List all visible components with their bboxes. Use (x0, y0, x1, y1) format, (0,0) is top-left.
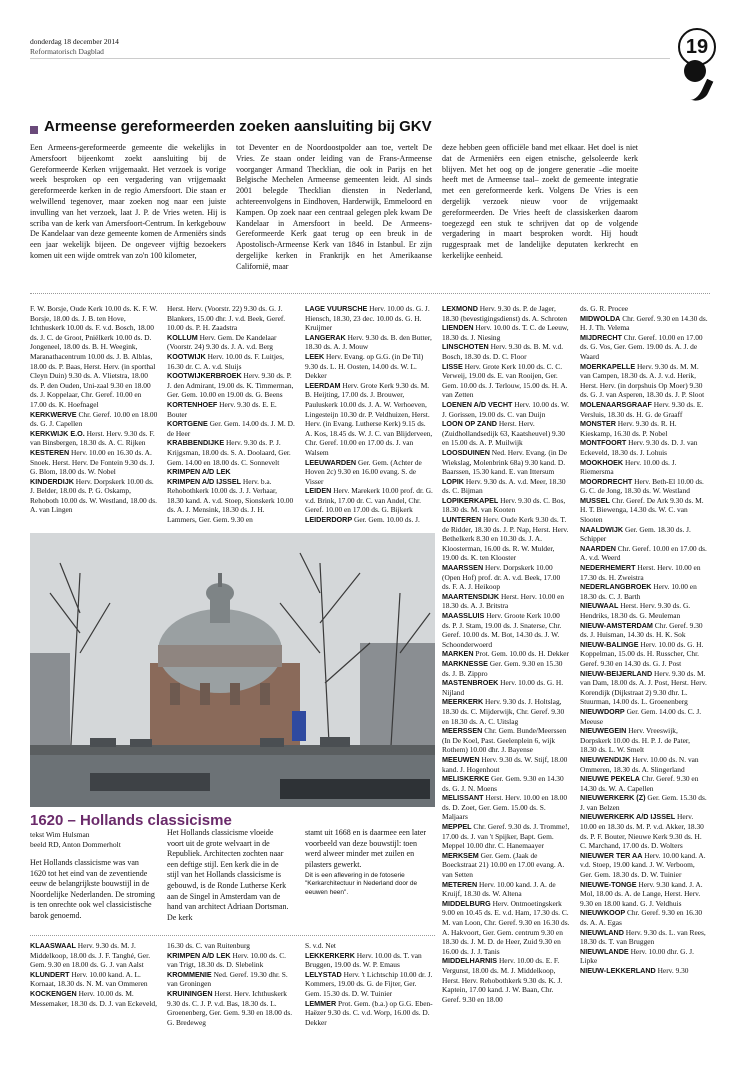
listing-place: LOPIKERKAPEL (442, 495, 499, 505)
listing-place: KORTENHOEF (167, 399, 218, 409)
listing-entry (30, 410, 158, 429)
church-photo (30, 533, 435, 807)
listing-place: LOON OP ZAND (442, 419, 497, 429)
headline-square-icon (30, 126, 38, 134)
listing-place: NEDERLANGBROEK (580, 582, 652, 592)
listing-entry (580, 496, 708, 525)
listing-entry (442, 496, 570, 515)
listing-entry (167, 970, 295, 989)
article-column-1: Een Armeens-gereformeerde gemeente die wekelijks in Amersfoort bijeenkomt zoekt aansluiting bij de Gereformeerde Kerken vrijgemaakt. Het verzoek is vorige week besproken op een vergadering van vrijgemaakt gereformeerde kerken in de regio Amersfoort. Die staan er welwillend tegenover, maar zoeken nog naar een juiste invulling van het verzoek, laat J. P. de Vries weten. Hij is scriba van de kerk van Amersfoort-Centrum. In kerkgebouw De Kandelaar van deze gemeente komen de Armeniërs sinds een jaar wekelijk bijeen. De ongeveer vijftig bezoekers komen uit een wijde omtrek van zo'n 100 kilometer, (30, 143, 226, 260)
listing-entry (305, 458, 433, 487)
listing-text: Herv. Beth-El 10.00 ds. G. C. de Jong, 18.30 ds. W. Westland (580, 476, 704, 496)
listing-entry (580, 544, 708, 563)
listing-entry (167, 371, 295, 400)
listing-text: Herv. 9.30 ds. A. v.d. Meer, 18.30 ds. C. Bijman (442, 476, 566, 496)
listing-text: Herv. 10.00 kand. A. L. Kornaat, 18.30 ds. N. M. van Ommeren (30, 969, 148, 989)
listing-place: MAARSSEN (442, 563, 484, 573)
listing-text: Herv. 10.00 ds. G. H. Nijland (442, 678, 564, 697)
listing-entry (580, 640, 708, 669)
listing-text: Herv. 10.00 en 18.30 ds. C. J. Barth (580, 582, 697, 601)
listing-place: KOOTWIJK (167, 351, 206, 361)
caption-column-3: stamt uit 1668 en is daarmee een later voorbeeld van deze bouwstijl: toen werd alweer minder met zuilen en pilasters gewerkt. (305, 828, 427, 869)
listing-place: LEMMER (305, 998, 337, 1008)
listing-place: LEERDAM (305, 380, 341, 390)
listing-text: Herst. Herv. (Zuidhollandsedijk 63, Kaatsheuvel) 9.30 en 15.00 ds. A. P. Muilwijk (442, 419, 565, 448)
listing-text: Ger. Gem. 10.00 ds. J. (353, 515, 420, 525)
listing-place: MOORDRECHT (580, 476, 633, 486)
listing-text: Herv. 10.00 ds. J. Riemersma (580, 457, 677, 477)
listing-entry (580, 726, 708, 755)
listing-entry (305, 333, 433, 352)
listing-text: Herv. 10.00 en 16.30 ds. A. Snoek. Herst. Herv. De Fontein 9.30 ds. J. G. Blom, 18.00 ds. W. Nobel (30, 447, 155, 477)
listing-place: NIEUWAAL (580, 601, 619, 611)
listing-entry (442, 649, 570, 659)
listing-text: Herst. Herv. (Voorstr. 22) 9.30 ds. G. J. Blankers, 15.00 dhr. J. v.d. Beek, Geref. 10.00 ds. P. H. Zaadstra (167, 304, 286, 333)
listing-entry (30, 448, 158, 477)
listing-place: MERKSEM (442, 850, 479, 860)
listing-place: NIEUWERKERK (Z) (580, 793, 646, 803)
listing-text: Ger. Gem. (Achter de Hoven 2c) 9.30 en 16.00 evang. S. de Visser (305, 457, 422, 486)
listing-text: Herv. 10.00 ds. G. H. Koppelman, 15.00 ds. H. Russcher, Chr. Geref. 9.30 en 14.30 ds. G. J. Post (580, 639, 704, 668)
listing-entry (442, 726, 570, 755)
listing-text: Herv. 9.30 ds. B. den Butter, 18.30 ds. A. J. Mouw (305, 332, 432, 352)
listing-place: KESTEREN (30, 447, 70, 457)
listing-place: NIEUWERKERK A/D IJSSEL (580, 812, 676, 822)
listing-entry (580, 525, 708, 544)
listing-text: Herv. 9.30 ds. P. J. den Admirant, 19.00 ds. K. Timmerman, Ger. Gem. 10.00 en 19.00 ds. G. Beens (167, 371, 294, 400)
listing-text: Herv. Grote Kerk 10.00 ds. C. C. Verweij, 19.00 ds. E. van Rooijen, Ger. Gem. 10.00 ds. J. Terlouw, 15.00 ds. H. A. van Zetten (442, 361, 568, 400)
listing-entry (167, 989, 295, 1027)
listing-text: 16.30 ds. C. van Ruitenburg (167, 941, 251, 950)
divider (30, 58, 670, 59)
listing-text: Ger. Gem. 9.30 en 15.30 ds. J. B. Zippro (442, 658, 563, 678)
listing-text: Chr. Geref. 9.30 ds. J. Huisman, 14.30 ds. H. K. Sok (580, 620, 703, 640)
listing-text: Herv. 10.00 kand. J. A. de Kruijf, 18.30 ds. W. Altena (442, 879, 556, 899)
caption-column-1: Het Hollands classicisme was van 1620 tot het eind van de zeventiende eeuw de belangrijkste bouwstijl in de Noordelijke Nederlanden. De stroming is ten onrechte ook wel classicistische barok genoemd. (30, 858, 155, 920)
listing-place: NIEUWEGEIN (580, 726, 627, 736)
listing-entry (580, 707, 708, 726)
listing-text: Prot. Gem. (b.a.) op G.G. Eben-Haëzer 9.30 ds. C. v.d. Worp, 16.00 ds. D. Dekker (305, 998, 433, 1027)
listing-text: Herv. 9.30 kand. J. A. Mol, 18.00 ds. A. de Lange, Herst. Herv. 9.30 en 18.00 kand. G. J. Veldhuis (580, 879, 703, 908)
credit-photo: beeld RD, Anton Dommerholt (30, 839, 121, 849)
listing-place: MIJDRECHT (580, 332, 622, 342)
page-number: 19 (678, 28, 716, 66)
masthead-date: donderdag 18 december 2014 (30, 37, 119, 46)
listing-entry (580, 419, 708, 438)
listing-place: NIEUWLAND (580, 927, 624, 937)
listing-place: NIEUWDORP (580, 706, 625, 716)
listing-entry (580, 669, 708, 707)
listing-place: MONTFOORT (580, 438, 627, 448)
listing-column-1 (30, 304, 158, 530)
listing-entry (580, 314, 708, 333)
listing-place: MAASSLUIS (442, 611, 485, 620)
listing-text: Ger. Gem. 14.00 ds. C. J. Meeuse (580, 706, 702, 726)
listing-entry (167, 304, 295, 333)
listing-entry (30, 941, 158, 970)
listing-place: MOLENAARSGRAAF (580, 399, 652, 409)
listing-text: Herst. Herv. 10.00 en 18.30 ds. A. J. Britstra (442, 591, 565, 611)
listing-entry (580, 400, 708, 419)
listing-place: MOOKHOEK (580, 457, 624, 467)
listing-place: LEXMOND (442, 304, 478, 313)
listing-entry (442, 304, 570, 323)
listing-entry (580, 362, 708, 400)
listing-text: Herv. Dorpskerk 10.00 ds. J. Belder, 18.00 ds. P. G. Oskamp, Rehoboth 10.00 ds. W. Westland, 18.00 ds. A. van Lingen (30, 476, 157, 515)
listing-text: Herst. Herv. 10.00 en 17.30 ds. H. Zweistra (580, 563, 701, 582)
listing-place: LEKKERKERK (305, 950, 355, 960)
listing-text: Herv. 9.30 ds. B. M. v.d. Bosch, 18.30 ds. D. C. Floor (442, 342, 564, 361)
listing-entry (442, 611, 570, 649)
listing-entry (442, 899, 570, 957)
listing-place: NIEUWE PEKELA (580, 774, 640, 784)
listing-text: Herv. 10.00 ds. N. van Ommeren, 18.30 ds. A. Slingerland (580, 754, 699, 774)
listing-place: NIEUW-BALINGE (580, 639, 639, 649)
article-column-2: tot Deventer en de Noordoostpolder aan toe, vertelt De Vries. Ze staan onder leiding van de Frans-Armeense voorganger Armand Thecklian, die ook in Parijs en het Belgische Mechelen Armeense gemeenten leidt. Al sinds 2001 belegde Thecklian diensten in Nederland, achtereenvolgens in Eindhoven, Harderwijk, Emmeloord en Kampen. Op zoek naar een centraal gelegen plek kwam De Kandelaar in Amersfoort in beeld. De Armeens-Gereformeerde Kerk gaat terug op een breuk in de Apostolisch-Armeense Kerk van 1846 in Istanbul. Er zijn dergelijke kerken in Frankrijk en het Amerikaanse Californië, maar (236, 143, 432, 271)
listing-text: Ger. Gem. 18.30 ds. J. Schipper (580, 524, 691, 544)
listing-entry (305, 486, 433, 515)
photo-credits (30, 830, 121, 849)
listing-text: Herv. 10.00 dhr. G. J. Lipke (580, 946, 694, 966)
listing-text: Herv. 10.00 ds. T. C. de Leeuw, 18.30 ds. J. Niesing (442, 323, 569, 342)
listing-entry (305, 941, 433, 951)
listing-text: Chr. Geref. 10.00 en 18.00 ds. G. J. Capellen (30, 409, 158, 429)
listing-place: MOERKAPELLE (580, 361, 636, 371)
listing-place: KRIMPEN A/D LEK (167, 950, 231, 960)
listing-entry (167, 951, 295, 970)
listing-column-4 (442, 304, 570, 1048)
listing-text: Herv. 9.30 ds. E. Versluis, 18.30 ds. H. G. de Graaff (580, 399, 704, 419)
listing-text: F. W. Borsje, Oude Kerk 10.00 ds. K. F. W. Borsje, 18.00 ds. J. B. ten Hove, Ichthuskerk 10.00 ds. F. v.d. Bosch, 18.00 ds. J. C. de Groot, Pniëlkerk 10.00 ds. D. Jongeneel, 18.00 ds. B. H. Weegink, Maranathacentrum 10.00 ds. J. B. Alblas, 18.00 ds. P. Baas, Herst. Herv. (in sporthal Cleyn Duin) 9.30 ds. A. Vlietstra, 18.00 ds. P. den Ouden, Uni-zaal 9.30 en 18.00 ds. J. Koppelaar, Chr. Geref. 10.00 en 17.00 ds. K. Hoefnagel (30, 304, 158, 409)
listing-entry (167, 333, 295, 352)
listing-text: Ned. Herv. Evang. (in De Wiekslag, Molenbrink 68a) 9.30 kand. D. Baarssen, 15.30 kand. E. van Ittersum (442, 447, 568, 477)
listing-text: Herv. Grote Kerk 9.30 ds. M. B. Heijting, 17.00 ds. J. Brouwer, Pauluskerk 10.00 ds. J. A. W. Verhoeven, Lingesteijn 10.30 dr. P. Veldhuizen, Herst. Herv. (in Evang. Lutherse Kerk) 9.15 ds. A. Kos, 18.45 ds. W. J. C. van Blijderveen, Chr. Geref. 10.00 en 17.00 ds. J. van Walsem (305, 380, 433, 457)
listing-text: Chr. Geref. De Ark 9.30 ds. M. H. T. Biewenga, 14.30 ds. W. C. van Slooten (580, 495, 704, 525)
listing-place: MELISSANT (442, 793, 484, 803)
listing-entry (442, 659, 570, 678)
listing-entry (442, 678, 570, 697)
listing-text: Ned. Geref. 19.30 dhr. S. van Groningen (167, 969, 288, 989)
listing-text: Herst. Herv. Ichthuskerk 9.30 ds. C. J. P. v.d. Bas, 18.30 ds. L. Groenenberg, Ger. Gem. 9.30 en 18.00 ds. G. Bredeweg (167, 988, 293, 1027)
listing-entry (30, 970, 158, 989)
listing-text: Herv. 9.30 ds. J. Holtslag, 18.30 ds. C. Mijderwijk, Chr. Geref. 9.30 en 18.30 ds. A. C. Uitslag (442, 697, 565, 726)
listing-text: Herv. b.a. Rehobothkerk 10.00 ds. J. J. Verhaar, 18.30 kand. A. v.d. Stoep, Sionskerk 10.00 ds. A. J. Mensink, 18.30 ds. J. H. Lammers, Ger. Gem. 9.30 en (167, 476, 294, 525)
listing-text: Herv. Evang. op G.G. (in De Til) 9.30 ds. L. H. Oosten, 14.00 ds. W. L. Dekker (305, 351, 424, 381)
listing-text: Chr. Geref. 9.30 en 16.30 ds. A. A. Egas (580, 908, 703, 927)
listing-text: Chr. Geref. 10.00 en 17.00 ds. A. v.d. Weerd (580, 543, 707, 563)
listing-text: Herst. Herv. 10.00 en 18.00 ds. D. Zoet, Ger. Gem. 15.00 ds. S. Maljaars (442, 793, 568, 822)
photo-caption-title: 1620 – Hollands classicisme (30, 812, 232, 829)
listing-text: Herv. Gem. De Kandelaar (Voorstr. 24) 9.30 ds. J. A. v.d. Berg (167, 332, 277, 352)
listing-text: Chr. Gem. Bunde/Meerssen (In De Koel, Past. Geelenplein 6, wijk Rothem) 10.00 dhr. J. Bayense (442, 726, 567, 755)
listing-entry (580, 621, 708, 640)
listing-text: Ger. Gem. (Jaak de Boeckstraat 21) 10.00 en 17.00 evang. A. van Setten (442, 850, 565, 880)
listing-place: KORTGENE (167, 419, 208, 429)
listing-place: KOOTWIJKERBROEK (167, 371, 242, 381)
listing-entry (30, 989, 158, 1008)
article-column-3: deze hebben geen officiële band met elkaar. Het doel is niet dat de Armeniërs een eigen etnische, gelsoleerde kerk blijven. Met het oog op de jongere generatie –die moeite heeft met de Armeense taal– zoekt de gemeente integratie met een gereformeerde kerk. Volgens De Vries is een dergelijk verzoek nieuw voor de vrijgemaakt gereformeerden. De Vries heeft de classiskerken daarom toegezegd een stuk te schrijven dat op de volgende vergadering in maart besproken wordt. Hij houdt ruggespraak met de landelijke deputaten kerkrecht en kerkelijke eenheid. (442, 143, 638, 260)
listing-text: Herv. 10.00 ds. C. van Trigt, 18.30 ds. D. Slebelink (167, 950, 286, 970)
listing-place: MIDDELHARNIS (442, 956, 498, 966)
listing-entry (580, 774, 708, 793)
caption-column-2: Het Hollands classicisme vloeide voort uit de grote welvaart in de Republiek. Architecten zochten naar een deftige stijl. Een kerk die in de stijl van het Hollands classicisme is gebouwd, is de Ronde Lutherse Kerk aan de Singel in Amsterdam van de hand van architect Adriaan Dortsman. De kerk (167, 828, 289, 922)
listing-entry (580, 812, 708, 850)
listing-entry (580, 966, 708, 976)
listing-entry (167, 400, 295, 419)
listing-place: MIDDELBURG (442, 898, 491, 908)
listing-place: LANGERAK (305, 332, 346, 342)
listing-place: KERKWERVE (30, 409, 77, 419)
listing-entry (442, 362, 570, 400)
listing-text: Herv. 9.30 ds. P. de Jager, 18.30 (bevestigingsdienst) ds. A. Schroten (442, 304, 568, 323)
listing-place: KRIMPEN A/D LEK (167, 467, 231, 477)
listing-entry (442, 793, 570, 822)
listing-text: Herv. 9.30 (657, 965, 689, 975)
listing-entry (442, 563, 570, 592)
listing-place: NEDERHEMERT (580, 563, 636, 573)
listing-entry (442, 400, 570, 419)
section-divider-bottom (30, 935, 435, 936)
listing-text: Herv. Ontmoetingskerk 9.00 en 10.45 ds. E. v.d. Ham, 17.30 ds. C. M. van Loon, Chr. Geref. 9.30 en 16.30 ds. A. Hakvoort, Ger. Gem. centrum 9.30 en 18.30 ds. J. M. D. de Heer, Zuid 9.30 en 16.00 ds. J. J. Tanis (442, 898, 570, 956)
listing-column-3 (305, 304, 433, 530)
listing-entry (580, 928, 708, 947)
listing-text: Herv. 9.30 ds. E. E. Bouter (167, 399, 277, 419)
listing-entry (442, 880, 570, 899)
listing-entry (167, 352, 295, 371)
listing-place: KLAASWAAL (30, 941, 76, 950)
listing-place: MARKEN (442, 649, 474, 659)
section-divider (30, 293, 710, 294)
listing-place: LINSCHOTEN (442, 342, 489, 352)
listing-entry (442, 822, 570, 851)
listing-place: NIEUWENDIJK (580, 754, 631, 764)
article-headline: Armeense gereformeerden zoeken aansluiting bij GKV (44, 118, 432, 135)
listing-text: Chr. Geref. 9.30 en 14.30 ds. W. A. Capellen (580, 774, 699, 793)
series-note: Dit is een aflevering in de fotoserie "Kerkarchitectuur in Nederland door de eeuwen heen". (305, 872, 418, 896)
listing-entry (167, 438, 295, 467)
listing-entry (305, 352, 433, 381)
listing-entry (30, 477, 158, 515)
listing-place: KRIMPEN A/D IJSSEL (167, 476, 242, 486)
listing-place: KOLLUM (167, 332, 198, 342)
listing-entry (30, 429, 158, 448)
listing-text: Herv. 10.00 ds. W. J. Gorissen, 19.00 ds. C. van Duijn (442, 399, 570, 419)
listing-place: NIEUWLANDE (580, 946, 629, 956)
listing-place: KRUININGEN (167, 988, 213, 998)
listing-text: Herv. 9.30 ds. P. J. Krijgsman, 18.00 ds. S. A. Doolaard, Ger. Gem. 14.00 en 18.00 ds. C. Sonnevelt (167, 438, 291, 467)
listing-text: Herst. Herv. 9.30 ds. F. van Binsbergen, 18.30 ds. A. C. Rijken (30, 428, 155, 448)
listing-text: Herv. 10.00 ds. F. Luitjes, 16.30 dr. C. A. v.d. Sluijs (167, 351, 284, 371)
listing-entry (580, 908, 708, 927)
listing-text: Herv. Marekerk 10.00 prof. dr. G. v.d. Brink, 17.00 dr. C. van Andel, Chr. Geref. 10.00 en 17.00 ds. G. Bijkerk (305, 486, 433, 515)
listing-entry (442, 448, 570, 477)
listing-place: KINDERDIJK (30, 476, 74, 486)
listing-entry (580, 793, 708, 812)
listing-place: LEIDERDORP (305, 515, 353, 525)
listing-column-5 (580, 304, 708, 1048)
listing-entry (442, 419, 570, 448)
listing-place: LELYSTAD (305, 969, 342, 979)
listing-text: Herv. 9.30 ds. L. van Rees, 18.30 ds. T. van Bruggen (580, 927, 706, 947)
listing-place: KRABBENDIJKE (167, 438, 225, 448)
listing-entry (580, 458, 708, 477)
listing-entry (442, 323, 570, 342)
listing-place: LEEK (305, 351, 325, 361)
listing-place: KOCKENGEN (30, 988, 77, 998)
listing-place: LUNTEREN (442, 515, 482, 525)
listing-entry (442, 515, 570, 563)
listing-text: Chr. Geref. 9.30 en 14.30 ds. H. J. Th. Velema (580, 313, 708, 333)
listing-place: MARKNESSE (442, 658, 488, 668)
listing-entry (580, 755, 708, 774)
credit-text: tekst Wim Hulsman (30, 830, 90, 839)
listing-text: Herv. Dorpskerk 10.00 (Open Hof) prof. dr. A. v.d. Beek, 17.00 ds. F. A. J. Heikoop (442, 563, 561, 592)
listing-entry (167, 419, 295, 438)
listing-place: MUSSEL (580, 495, 610, 505)
listing-text: Chr. Geref. 9.30 ds. J. Tromme!, 17.00 ds. J. van 't Spijker, Bapt. Gem. Meppel 10.00 dhr. C. Hanemaayer (442, 822, 570, 851)
listing-place: MEERSSEN (442, 726, 483, 736)
listing-entry (580, 947, 708, 966)
listing-text: Herv. Oude Kerk 9.30 ds. T. de Ridder, 18.30 ds. J. P. Nap, Herst. Herv. Bethelkerk 8.30 en 10.30 ds. J. A. Kloosterman, 16.00 ds. R. W. Mulder, 19.00 ds. K. ten Klooster (442, 515, 569, 563)
masthead-paper: Reformatorisch Dagblad (30, 47, 104, 56)
listing-text: Herv. 9.30 ds. M. J. Middelkoop, 18.00 ds. J. F. Tanghé, Ger. Gem. 9.30 en 18.00 ds. G. J. van Aalst (30, 941, 151, 970)
listing-text: Herv. 9.30 ds. D. J. van Eckeveld, 18.30 ds. J. Lohuis (580, 438, 698, 457)
listing-text: S. v.d. Net (305, 941, 336, 950)
listing-place: NIEUWER TER AA (580, 850, 643, 860)
listing-place: METEREN (442, 879, 478, 889)
listing-place: LIENDEN (442, 323, 474, 333)
listing-text: Prot. Gem. 10.00 ds. H. Dekker (475, 649, 570, 659)
listing-place: LAGE VUURSCHE (305, 304, 368, 313)
listing-place: MIDWOLDA (580, 313, 621, 323)
listing-entry (305, 381, 433, 458)
listing-place: KROMMENIE (167, 969, 212, 979)
listing-entry (305, 304, 433, 333)
listing-text: Herv. Vreeswijk, Dorpskerk 10.00 ds. H. P. J. de Pater, 18.30 ds. L. W. Smelt (580, 726, 690, 755)
listing-place: LOENEN A/D VECHT (442, 399, 513, 409)
listing-text: Herv. 9.30 ds. R. H. Kieskamp, 16.30 ds. P. Nobel (580, 419, 677, 438)
listing-place: NIEUWE-TONGE (580, 879, 637, 889)
listing-entry (167, 941, 295, 951)
listing-place: MEERKERK (442, 697, 484, 707)
listing-place: NAALDWIJK (580, 524, 624, 534)
listing-entry (580, 563, 708, 582)
listing-entry (167, 467, 295, 477)
listing-place: KLUNDERT (30, 969, 70, 979)
listing-entry (580, 333, 708, 362)
listing-entry (580, 582, 708, 601)
listing-entry (305, 515, 433, 525)
listing-text: ds. G. R. Procee (580, 304, 629, 313)
listing-place: MONSTER (580, 419, 616, 429)
listing-place: LEIDEN (305, 486, 332, 496)
listing-place: NIEUW-LEKKERLAND (580, 965, 656, 975)
listing-entry (580, 880, 708, 909)
listing-text: Herv. 10.00 ds. G. J. Hiensch, 18.30, 23 dec. 10.00 ds. G. H. Kruijmer (305, 304, 430, 333)
listing-entry (442, 477, 570, 496)
listing-text: Herv. 9.30 ds. W. Stijf, 18.00 kand. J. Hogenhout (442, 754, 568, 774)
listing-entry (167, 477, 295, 525)
listing-place: MAARTENSDIJK (442, 591, 500, 601)
listing-bottom-column-1 (30, 941, 158, 1051)
listing-text: Herv. 10.00 ds. T. van Bruggen, 19.00 ds. W. P. Emaus (305, 950, 422, 970)
listing-entry (30, 304, 158, 410)
listing-entry (305, 951, 433, 970)
listing-entry (305, 999, 433, 1028)
listing-text: Herv. 9.30 ds. M. van Dam, 18.00 ds. A. J. Post, Herst. Herv. Korendijk (Dijkstraat 2) 9.30 dhr. L. Stuurman, 14.00 ds. L. Groenenberg (580, 668, 707, 707)
listing-entry (580, 477, 708, 496)
listing-entry (442, 851, 570, 880)
listing-entry (580, 601, 708, 620)
listing-text: Ger. Gem. 14.00 ds. J. M. D. de Heer (167, 419, 295, 438)
listing-place: NIEUW-AMSTERDAM (580, 620, 653, 630)
listing-text: Ger. Gem. 9.30 en 14.30 ds. G. J. N. Moens (442, 774, 564, 793)
listing-place: MELISKERKE (442, 774, 490, 784)
listing-place: LOOSDUINEN (442, 447, 490, 457)
listing-entry (442, 956, 570, 1004)
listing-place: MEPPEL (442, 822, 472, 832)
listing-entry (442, 697, 570, 726)
listing-entry (580, 851, 708, 880)
listing-text: Chr. Geref. 10.00 en 17.00 ds. G. Vos, Ger. Gem. 19.00 ds. A. J. de Waard (580, 332, 703, 361)
listing-text: Herst. Herv. 9.30 ds. G. Hendriks, 18.30 ds. G. Meuleman (580, 601, 691, 620)
listing-text: Herv. 10.00 en 18.30 ds. M. P. v.d. Akker, 18.30 ds. P. F. Bouter, Nieuwe Kerk 9.30 ds. H. C. Marchand, 17.00 ds. D. Wolters (580, 812, 704, 851)
listing-entry (580, 304, 708, 314)
listing-text: Herv. 9.30 ds. M. M. van Campen, 18.30 ds. A. J. v.d. Herik, Herst. Herv. (in dorpshuis Op Moer) 9.30 ds. G. J. van Asperen, 18.30 ds. J. P. Sloot (580, 361, 705, 400)
listing-place: LISSE (442, 361, 463, 371)
listing-place: NIEUW-BEIJERLAND (580, 668, 653, 678)
listing-entry (442, 755, 570, 774)
listing-place: NAARDEN (580, 543, 616, 553)
listing-entry (442, 592, 570, 611)
listing-entry (305, 970, 433, 999)
listing-entry (442, 774, 570, 793)
listing-place: MEEUWEN (442, 754, 480, 764)
listing-place: MASTENBROEK (442, 678, 499, 688)
listing-place: LEEUWARDEN (305, 457, 357, 467)
listing-text: Herv. 't Lichtschip 10.00 dr. J. Kommers, 19.00 ds. G. de Fijter, Ger. Gem. 15.30 ds. D. W. Tuinier (305, 969, 433, 998)
listing-place: NIEUWKOOP (580, 908, 626, 918)
listing-entry (442, 342, 570, 361)
listing-text: Herv. 10.00 ds. M. Messemaker, 18.30 ds. D. J. van Eckeveld, (30, 988, 157, 1008)
listing-place: LOPIK (442, 476, 464, 486)
listing-text: Herv. Groote Kerk 10.00 ds. P. J. Stam, 19.00 ds. J. Snaterse, Chr. Geref. 10.00 ds. M. Bot, 14.30 ds. J. W. Schoonderwoerd (442, 611, 562, 649)
listing-text: Herv. 9.30 ds. C. Bos, 18.30 ds. M. van Kooten (442, 495, 566, 515)
listing-text: Herv. 10.00 kand. A. v.d. Stoep, 19.00 kand. J. W. Verboom, Ger. Gem. 18.30 ds. D. W. Tuinier (580, 850, 706, 880)
listing-bottom-column-3 (305, 941, 433, 1051)
listing-entry (580, 438, 708, 457)
listing-text: Ger. Gem. 15.30 ds. J. van Belzen (580, 793, 707, 812)
listing-place: KERKWIJK E.O. (30, 428, 85, 438)
listing-column-2 (167, 304, 295, 530)
listing-bottom-column-2 (167, 941, 295, 1051)
listing-text: Herv. 10.00 ds. E. F. Vergunst, 18.00 ds. M. J. Middelkoop, Herst. Herv. Rehobothkerk 9.30 ds. K. J. Kaptein, 17.00 kand. J. W. Baan, Chr. Geref. 9.30 en 18.00 (442, 956, 563, 1004)
